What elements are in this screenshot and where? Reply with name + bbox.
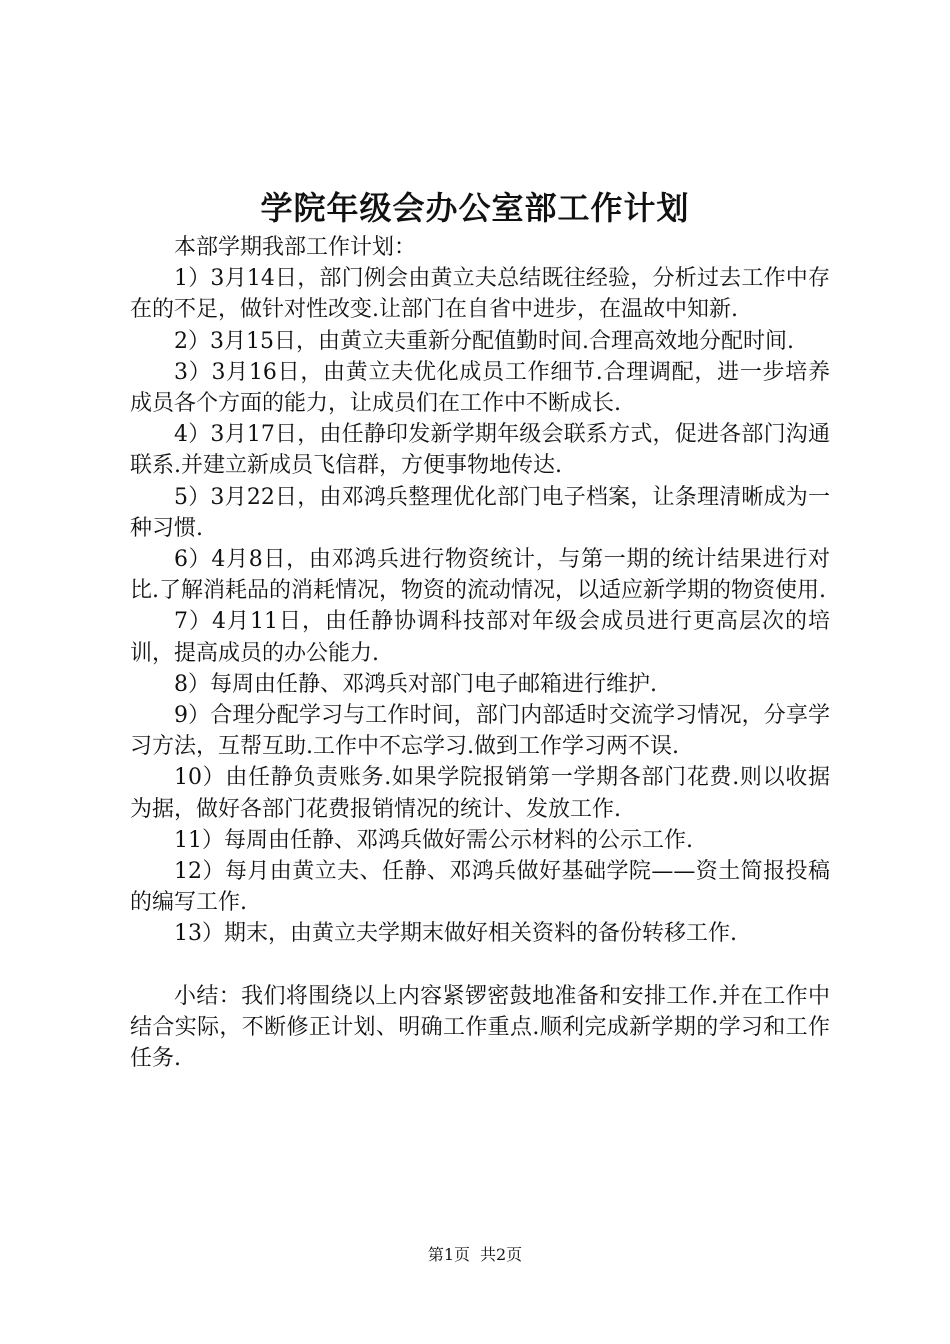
plan-item-11: 11）每周由任静、邓鸿兵做好需公示材料的公示工作. — [174, 827, 693, 853]
plan-item-12: 12）每月由黄立夫、任静、邓鸿兵做好基础学院——资土简报投稿的编写工作. — [130, 859, 830, 916]
plan-item-9: 9）合理分配学习与工作时间，部门内部适时交流学习情况，分享学习方法，互帮互助.工作中不忘学习.做到工作学习两不误. — [130, 703, 830, 760]
plan-item-13: 13）期末，由黄立夫学期末做好相关资料的备份转移工作. — [174, 921, 737, 947]
plan-item-8: 8）每周由任静、邓鸿兵对部门电子邮箱进行维护. — [174, 671, 657, 697]
page-number: 第1页 — [427, 1245, 470, 1264]
document-body — [130, 232, 830, 1074]
plan-item-7: 7）4月11日，由任静协调科技部对年级会成员进行更高层次的培训，提高成员的办公能力. — [130, 609, 830, 666]
plan-item-4: 4）3月17日，由任静印发新学期年级会联系方式，促进各部门沟通联系.并建立新成员飞信群，方便事物地传达. — [130, 422, 830, 479]
page-footer — [0, 1244, 950, 1266]
plan-item-1: 1）3月14日，部门例会由黄立夫总结既往经验，分析过去工作中存在的不足，做针对性改变.让部门在自省中进步，在温故中知新. — [130, 266, 830, 323]
paragraph-spacer — [130, 950, 830, 981]
plan-item-10: 10）由任静负责账务.如果学院报销第一学期各部门花费.则以收据为据，做好各部门花费报销情况的统计、发放工作. — [130, 765, 830, 822]
plan-item-5: 5）3月22日，由邓鸿兵整理优化部门电子档案，让条理清晰成为一种习惯. — [130, 484, 830, 541]
summary-paragraph: 小结：我们将围绕以上内容紧锣密鼓地准备和安排工作.并在工作中结合实际，不断修正计划、明确工作重点.顺利完成新学期的学习和工作任务. — [130, 983, 830, 1072]
plan-item-2: 2）3月15日，由黄立夫重新分配值勤时间.合理高效地分配时间. — [174, 328, 794, 354]
plan-item-3: 3）3月16日，由黄立夫优化成员工作细节.合理调配，进一步培养成员各个方面的能力，让成员们在工作中不断成长. — [130, 359, 830, 417]
page-total: 共2页 — [480, 1245, 523, 1264]
document-title: 学院年级会办公室部工作计划 — [260, 189, 690, 227]
intro-paragraph: 本部学期我部工作计划： — [174, 235, 417, 260]
plan-item-6: 6）4月8日，由邓鸿兵进行物资统计，与第一期的统计结果进行对比.了解消耗品的消耗情况，物资的流动情况，以适应新学期的物资使用. — [130, 547, 830, 604]
